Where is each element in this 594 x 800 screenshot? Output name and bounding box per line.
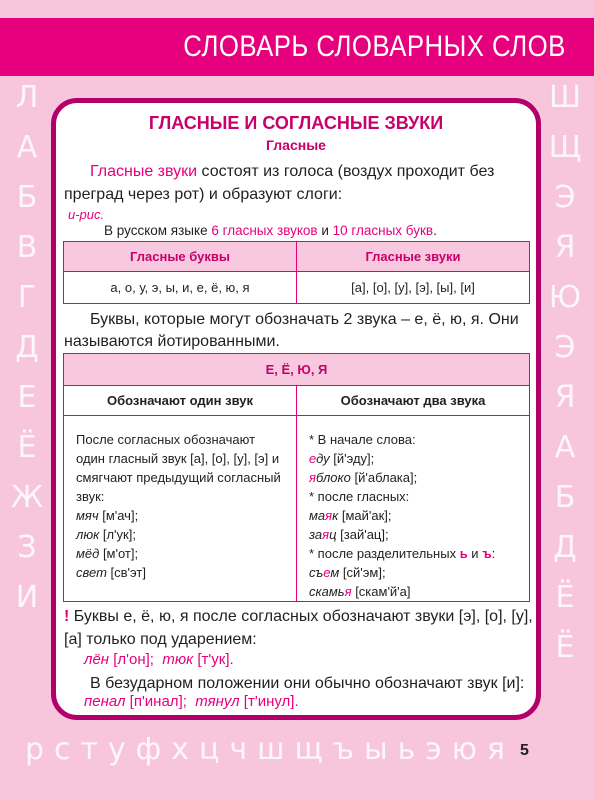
decor-letter: Г: [17, 280, 37, 315]
card-title: ГЛАСНЫЕ И СОГЛАСНЫЕ ЗВУКИ: [148, 113, 444, 133]
paragraph-unstressed: В безударном положении они обычно обозначают звук [и]:: [90, 675, 525, 692]
stat-text-c: и: [317, 223, 333, 238]
example-transcription: [л'ук];: [99, 527, 136, 542]
decor-letter: щ: [294, 732, 323, 767]
iotated-table: [63, 353, 530, 602]
example-word: к: [332, 508, 339, 523]
example-line: [76, 525, 286, 544]
table-header-letters: Гласные буквы: [64, 242, 297, 272]
example-line: [76, 544, 286, 563]
iotated-table-header: Е, Ё, Ю, Я: [64, 354, 530, 386]
decor-letters-left: [10, 80, 44, 630]
decor-letter: ь: [397, 732, 416, 767]
example-transcription: [л'он];: [109, 651, 154, 668]
example-vowel: я: [309, 470, 316, 485]
decor-letter: р: [24, 732, 45, 767]
table-cell-letters: а, о, у, э, ы, и, е, ё, ю, я: [64, 272, 297, 304]
table-cell-sounds: [а], [о], [у], [э], [ы], [и]: [297, 272, 530, 304]
example-word: блоко: [315, 470, 351, 485]
decor-letter: Ё: [17, 430, 37, 465]
table-header-sounds: Гласные звуки: [297, 242, 530, 272]
example-word: мяч: [76, 508, 99, 523]
rule-text: :: [491, 546, 496, 561]
decor-letter: ъ: [332, 732, 354, 767]
example-word: ду: [316, 451, 330, 466]
rule-after-vowels: * после гласных:: [309, 489, 410, 504]
card-subtitle: Гласные: [266, 137, 326, 153]
example-transcription: [сй'эм];: [339, 565, 386, 580]
decor-letter: ц: [199, 732, 220, 767]
hard-sign: ъ: [482, 546, 492, 561]
decor-letter: у: [107, 732, 126, 767]
paragraph-stressed-text: Буквы е, ё, ю, я после согласных обозначают звуки [э], [о], [у], [а] только под ударением:: [64, 608, 533, 648]
example-vowel: е: [323, 565, 331, 580]
soft-sign: ь: [459, 546, 468, 561]
example-transcription: [й'аблака];: [350, 470, 418, 485]
decor-letters-right: [548, 80, 582, 680]
example-line: [76, 506, 286, 525]
exclamation-mark: !: [64, 608, 70, 625]
decor-letter: А: [16, 130, 38, 165]
example-line: [309, 449, 519, 468]
example-transcription: [м'от];: [99, 546, 139, 561]
example-word: тюк: [162, 651, 194, 668]
paragraph-intro-text: состоят из голоса (воздух проходит без преград через рот) и образуют слоги:: [64, 163, 495, 203]
decor-letter: Ш: [548, 80, 582, 115]
example-word: съ: [309, 565, 324, 580]
paragraph-iotated: Буквы, которые могут обозначать 2 звука – е, ё, ю, я. Они называются йотированными.: [64, 311, 519, 350]
example-line: [309, 582, 519, 601]
example-word: свет: [76, 565, 107, 580]
examples-unstressed: [84, 693, 299, 710]
decor-letter: т: [80, 732, 98, 767]
decor-letter: Ж: [10, 480, 44, 515]
example-word: ма: [309, 508, 326, 523]
decor-letter: Ё: [555, 630, 575, 665]
col-header-two-sounds: Обозначают два звука: [297, 386, 530, 416]
decor-letter: И: [15, 580, 39, 615]
decor-letter: З: [17, 530, 37, 565]
decor-letter: ч: [229, 732, 248, 767]
decor-letter: с: [54, 732, 71, 767]
col-header-one-sound: Обозначают один звук: [64, 386, 297, 416]
decor-letter: ф: [135, 732, 162, 767]
example-line: [309, 525, 519, 544]
example-line: [76, 563, 286, 582]
decor-letter: Э: [554, 180, 576, 215]
decor-letter: я: [486, 732, 505, 767]
decor-letter: Я: [554, 380, 576, 415]
rule-word-start: * В начале слова:: [309, 432, 416, 447]
cell-two-sounds: [297, 416, 530, 602]
header-title: СЛОВАРЬ СЛОВАРНЫХ СЛОВ: [183, 30, 566, 63]
rule-text: * после разделительных: [309, 546, 460, 561]
decor-letter: Я: [554, 230, 576, 265]
decor-letter: В: [16, 230, 38, 265]
example-transcription: [м'ач];: [98, 508, 139, 523]
rule-text: и: [467, 546, 483, 561]
decor-letter: Л: [15, 80, 39, 115]
stat-text-a: В русском языке: [104, 223, 212, 238]
example-transcription: [т'ук].: [193, 651, 234, 668]
decor-letter: Ю: [548, 280, 582, 315]
example-transcription: [май'ак];: [338, 508, 392, 523]
vowels-table: [63, 241, 530, 304]
decor-letter: ю: [451, 732, 477, 767]
decor-letter: ш: [257, 732, 285, 767]
vowel-count-statement: [104, 223, 437, 238]
example-transcription: [п'инал];: [125, 693, 187, 710]
decor-letter: Д: [553, 530, 577, 565]
stat-highlight-sounds: 6 гласных звуков: [211, 223, 318, 238]
example-line: [309, 506, 519, 525]
decor-letter: х: [171, 732, 190, 767]
example-vowel: я: [325, 508, 333, 523]
example-word: за: [309, 527, 323, 542]
decor-letter: Б: [554, 480, 576, 515]
example-word: мёд: [76, 546, 100, 561]
paragraph-stressed: [64, 605, 534, 651]
example-line: [309, 563, 519, 582]
decor-letter: э: [425, 732, 442, 767]
decor-letter: ы: [363, 732, 388, 767]
paragraph-intro: [64, 160, 534, 206]
stat-highlight-letters: 10 гласных букв: [332, 223, 434, 238]
decor-letters-bottom: [0, 732, 510, 767]
decor-letter: Щ: [548, 130, 582, 165]
stat-text-e: .: [433, 223, 437, 238]
example-transcription: [й'эду];: [329, 451, 375, 466]
example-vowel: я: [322, 527, 330, 542]
decor-letter: Д: [15, 330, 39, 365]
example-word: м: [330, 565, 340, 580]
example-vowel: е: [309, 451, 317, 466]
page-number: 5: [520, 742, 529, 759]
decor-letter: Ё: [555, 580, 575, 615]
cell-one-sound: [64, 416, 297, 602]
example-word: люк: [76, 527, 100, 542]
example-vowel: я: [344, 584, 352, 599]
decor-letter: Э: [554, 330, 576, 365]
content-card: [51, 98, 541, 720]
example-word: скамь: [309, 584, 345, 599]
rule-after-separators: [309, 544, 519, 563]
example-word: пенал: [84, 693, 126, 710]
example-transcription: [т'инул].: [239, 693, 299, 710]
example-syllables: и-рис.: [68, 207, 105, 222]
example-transcription: [зай'ац];: [336, 527, 389, 542]
decor-letter: Е: [17, 380, 37, 415]
one-sound-rule: После согласных обозначают один гласный звук [а], [о], [у], [э] и смягчают предыдущий согласный звук:: [76, 432, 281, 504]
example-line: [309, 468, 519, 487]
decor-letter: Б: [16, 180, 38, 215]
decor-letter: А: [554, 430, 576, 465]
example-transcription: [св'эт]: [106, 565, 146, 580]
page-header: [0, 18, 594, 76]
example-word: ц: [329, 527, 337, 542]
example-word: тянул: [195, 693, 240, 710]
example-transcription: [скам'й'а]: [351, 584, 411, 599]
example-word: лён: [84, 651, 110, 668]
examples-stressed: [84, 651, 234, 668]
highlight-vowel-sounds: Гласные звуки: [90, 163, 198, 180]
